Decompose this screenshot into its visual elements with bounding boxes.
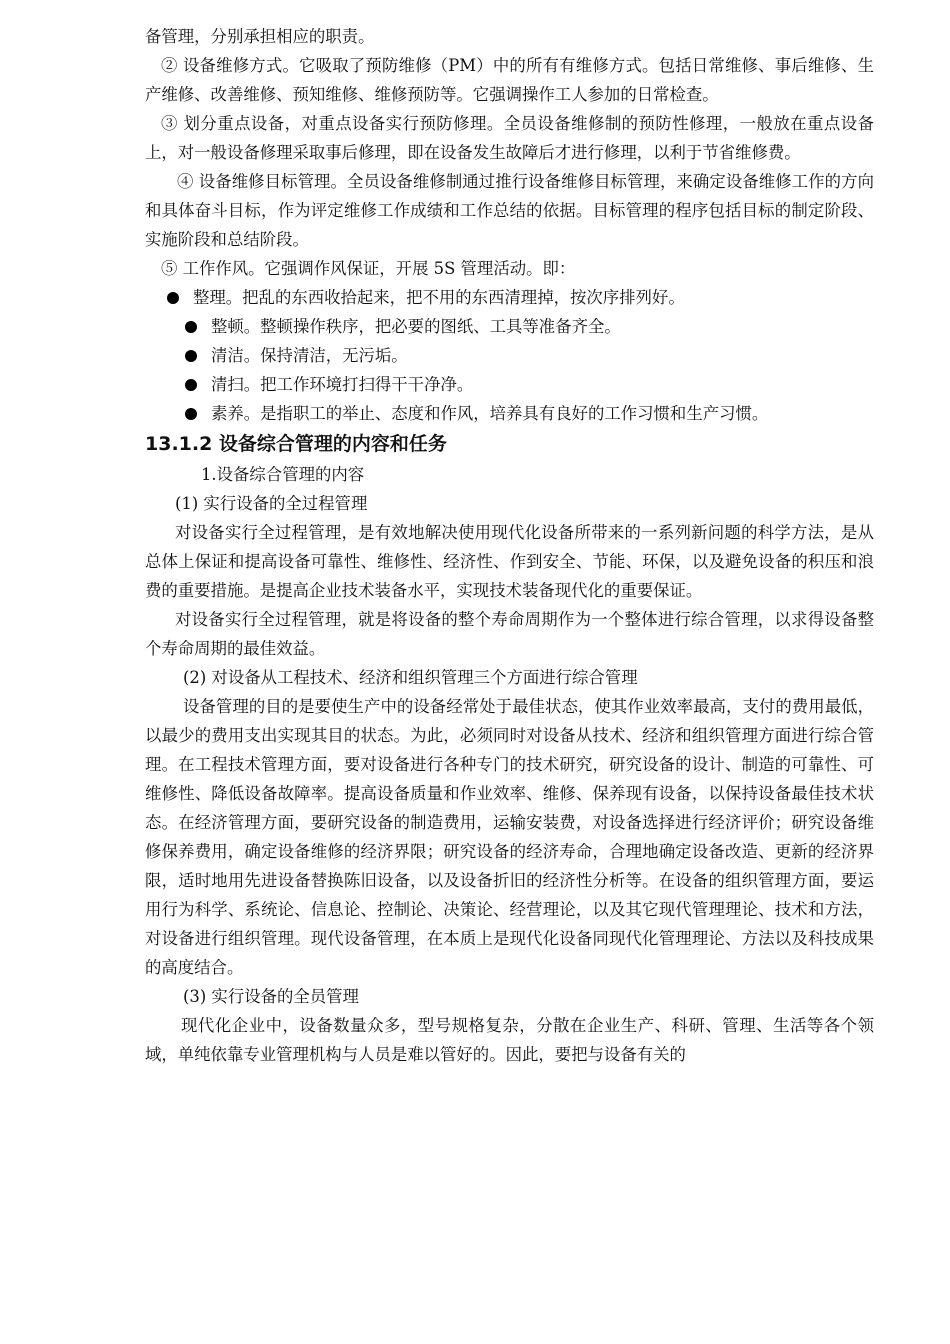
bullet-item: [145, 370, 874, 399]
bullet-text: 清扫。把工作环境打扫得干干净净。: [211, 375, 474, 394]
subheading-content: 1.设备综合管理的内容: [201, 465, 365, 484]
paragraph-three-aspects: 设备管理的目的是要使生产中的设备经常处于最佳状态，使其作业效率最高，支付的费用最低，以最少的费用支出实现其目的状态。为此，必须同时对设备从技术、经济和组织管理方面进行综合管理。在工程技术管理方面，要对设备进行各种专门的技术研究，研究设备的设计、制造的可靠性、可维修性、降低设备故障率。提高设备质量和作业效率、维修、保养现有设备，以保持设备最佳技术状态。在经济管理方面，要研究设备的制造费用，运输安装费，对设备选择进行经济评价；研究设备维修保养费用，确定设备维修的经济界限；研究设备的经济寿命，合理地确定设备改造、更新的经济界限，适时地用先进设备替换陈旧设备，以及设备折旧的经济性分析等。在设备的组织管理方面，要运用行为科学、系统论、信息论、控制论、决策论、经营理论，以及其它现代管理理论、技术和方法，对设备进行组织管理。现代设备管理，在本质上是现代化设备同现代化管理理论、方法以及科技成果的高度结合。: [145, 697, 874, 977]
subheading-full-process: (1) 实行设备的全过程管理: [175, 494, 368, 513]
bullet-text: 清洁。保持清洁，无污垢。: [211, 346, 408, 365]
bullet-icon: [185, 321, 197, 333]
section-heading: 13.1.2 设备综合管理的内容和任务: [145, 433, 447, 455]
bullet-item: [145, 341, 874, 370]
paragraph-maintenance-methods: ② 设备维修方式。它吸取了预防维修（PM）中的所有有维修方式。包括日常维修、事后维修、生产维修、改善维修、预知维修、维修预防等。它强调操作工人参加的日常检查。: [145, 56, 874, 104]
paragraph-target-management: ④ 设备维修目标管理。全员设备维修制通过推行设备维修目标管理，来确定设备维修工作的方向和具体奋斗目标，作为评定维修工作成绩和工作总结的依据。目标管理的程序包括目标的制定阶段、实施阶段和总结阶段。: [145, 172, 874, 249]
subheading-all-staff: (3) 实行设备的全员管理: [183, 987, 359, 1006]
paragraph-full-process-1: 对设备实行全过程管理，是有效地解决使用现代化设备所带来的一系列新问题的科学方法，是从总体上保证和提高设备可靠性、维修性、经济性、作到安全、节能、环保，以及避免设备的积压和浪费的重要措施。是提高企业技术装备水平，实现技术装备现代化的重要保证。: [145, 523, 874, 600]
bullet-icon: [167, 292, 179, 304]
subheading-three-aspects: (2) 对设备从工程技术、经济和组织管理三个方面进行综合管理: [183, 668, 638, 687]
bullet-icon: [185, 379, 197, 391]
bullet-icon: [185, 350, 197, 362]
paragraph-key-equipment: ③ 划分重点设备，对重点设备实行预防修理。全员设备维修制的预防性修理，一般放在重点设备上，对一般设备修理采取事后修理，即在设备发生故障后才进行修理，以利于节省维修费。: [145, 114, 874, 162]
bullet-icon: [185, 408, 197, 420]
bullet-item: [145, 399, 874, 428]
bullet-text: 素养。是指职工的举止、态度和作风，培养具有良好的工作习惯和生产习惯。: [211, 404, 769, 423]
paragraph-full-process-2: 对设备实行全过程管理，就是将设备的整个寿命周期作为一个整体进行综合管理，以求得设备整个寿命周期的最佳效益。: [145, 610, 874, 658]
bullet-item: [145, 312, 874, 341]
paragraph-all-staff: 现代化企业中，设备数量众多，型号规格复杂，分散在企业生产、科研、管理、生活等各个领域，单纯依靠专业管理机构与人员是难以管好的。因此，要把与设备有关的: [145, 1016, 874, 1064]
paragraph-continuation: 备管理，分别承担相应的职责。: [145, 27, 375, 46]
bullet-item: [145, 283, 874, 312]
bullet-text: 整理。把乱的东西收拾起来，把不用的东西清理掉，按次序排列好。: [193, 288, 685, 307]
paragraph-work-style: ⑤ 工作作风。它强调作风保证，开展 5S 管理活动。即：: [161, 259, 576, 278]
bullet-text: 整顿。整顿操作秩序，把必要的图纸、工具等准备齐全。: [211, 317, 621, 336]
